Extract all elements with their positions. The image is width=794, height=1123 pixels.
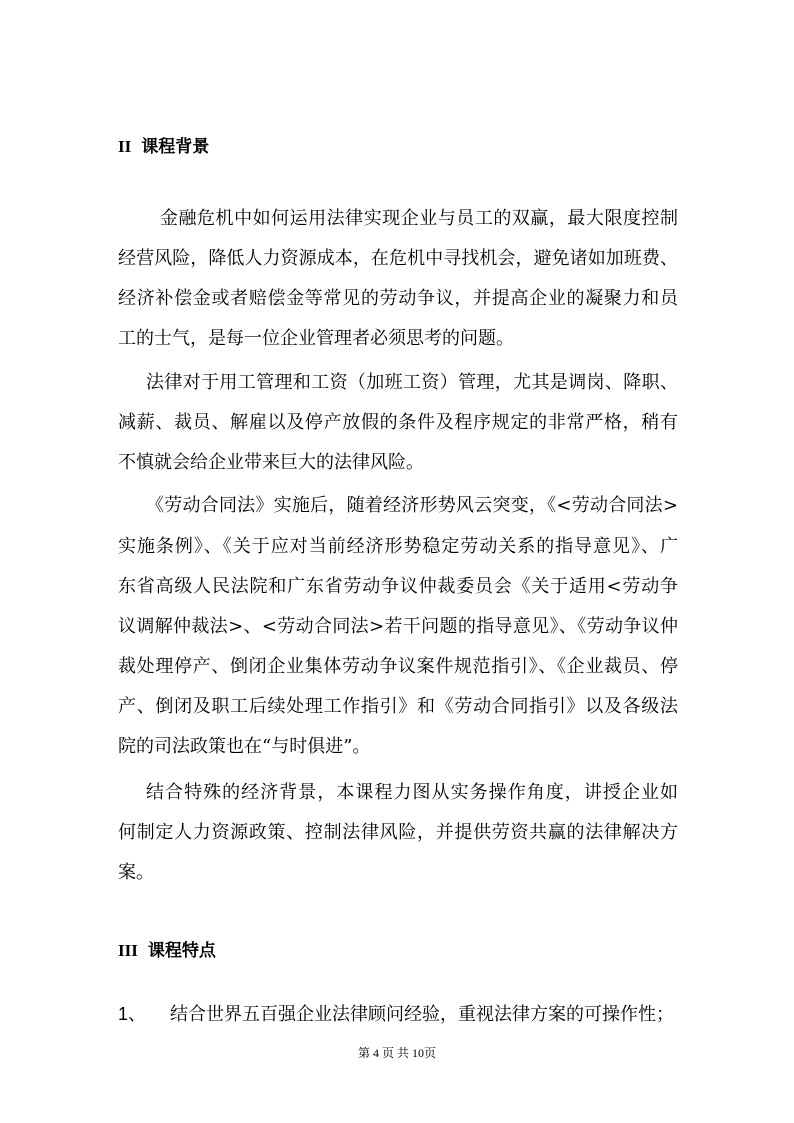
text-line: 工的士气，是每一位企业管理者必须思考的问题。 xyxy=(118,328,514,349)
section-number: III xyxy=(118,941,138,960)
list-item xyxy=(118,1000,674,1026)
list-marker: 1、 xyxy=(118,1004,147,1024)
text-line: 议调解仲裁法>、<劳动合同法>若干问题的指导意见》、《劳动争议仲 xyxy=(118,616,678,637)
text-line: 减薪、裁员、解雇以及停产放假的条件及程序规定的非常严格，稍有 xyxy=(118,412,678,433)
section-heading-background xyxy=(118,132,209,157)
list-text: 结合世界五百强企业法律顾问经验，重视法律方案的可操作性； xyxy=(170,1004,674,1025)
section-title: 课程背景 xyxy=(141,137,210,157)
text-line: 结合特殊的经济背景，本课程力图从实务操作角度，讲授企业如 xyxy=(146,782,678,803)
text-line: 《劳动合同法》实施后，随着经济形势风云突变，《<劳动合同法> xyxy=(146,495,678,516)
text-line: 院的司法政策也在“与时俱进”。 xyxy=(118,736,371,757)
text-line: 经济补偿金或者赔偿金等常见的劳动争议，并提高企业的凝聚力和员 xyxy=(118,288,678,309)
page-footer: 第 4 页 共 10页 xyxy=(357,1046,436,1060)
text-line: 经营风险，降低人力资源成本，在危机中寻找机会，避免诸如加班费、 xyxy=(118,248,678,269)
text-line: 东省高级人民法院和广东省劳动争议仲裁委员会《关于适用<劳动争 xyxy=(118,576,678,597)
section-number: II xyxy=(118,137,132,156)
section-heading-features xyxy=(118,936,216,961)
text-line: 实施条例》、《关于应对当前经济形势稳定劳动关系的指导意见》、广 xyxy=(118,536,678,557)
text-line: 不慎就会给企业带来巨大的法律风险。 xyxy=(118,452,424,473)
text-line: 金融危机中如何运用法律实现企业与员工的双赢，最大限度控制 xyxy=(160,208,678,229)
text-line: 案。 xyxy=(118,862,154,883)
text-line: 法律对于用工管理和工资（加班工资）管理，尤其是调岗、降职、 xyxy=(146,372,678,393)
text-line: 何制定人力资源政策、控制法律风险，并提供劳资共赢的法律解决方 xyxy=(118,822,678,843)
text-line: 产、倒闭及职工后续处理工作指引》和《劳动合同指引》以及各级法 xyxy=(118,696,678,717)
section-title: 课程特点 xyxy=(147,941,216,961)
text-line: 裁处理停产、倒闭企业集体劳动争议案件规范指引》、《企业裁员、停 xyxy=(118,656,678,677)
